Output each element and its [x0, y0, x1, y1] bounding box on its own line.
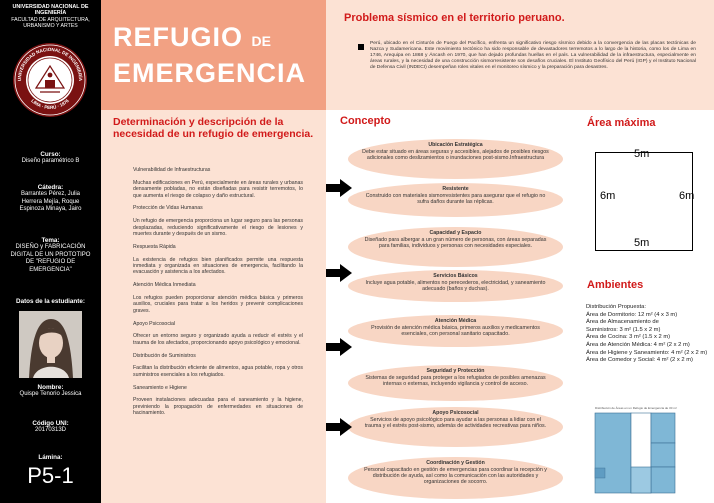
- topic-block: Tema: DISEÑO y FABRICACIÓN DIGITAL DE UN PROTOTIPO DE "REFUGIO DE EMERGENCIA": [10, 237, 91, 273]
- sheet-number: P5-1: [27, 463, 74, 488]
- concept-item: Capacidad y Espacio Diseñado para albergar a un gran número de personas, con áreas separadas para familias, individuos y personas con necesidades especiales.: [348, 227, 563, 267]
- arrow-right-icon: [326, 338, 352, 356]
- dim-right: 6m: [679, 190, 695, 202]
- need-body: Vulnerabilidad de Infraestructuras Muchas edificaciones en Perú, especialmente en áreas rurales y urbanas densamente pobladas, no están diseñadas para resistir terremotos, lo que aumenta el riesgo de colapso y daño estructural. Protección de Vidas Humanas Un refugio de emergencia proporciona un lugar seguro para las personas desplazadas, reduciendo significativamente el riesgo de lesiones y muertes durante y después de un sismo. Respuesta Rápida La existencia de refugios bien planificados permite una respuesta inmediata y organizada en situaciones de emergencia, facilitando la evacuación y asistencia a los afectados. Atención Médica Inmediata Los refugios pueden proporcionar atención médica básica y primeros auxilios, cruciales para tratar a los heridos y prevenir complicaciones graves. Apoyo Psicosocial Ofrecer un entorno seguro y organizado ayuda a reducir el estrés y el trauma de los afectados, proporcionando apoyo psicológico y emocional. Distribución de Suministros Facilitan la distribución eficiente de alimentos, agua potable, ropa y otros suministros esenciales a los refugiados. Saneamiento e Higiene Proveen instalaciones adecuadas para el saneamiento y la higiene, previniendo la propagación de enfermedades en situaciones de hacinamiento.: [133, 167, 303, 417]
- concept-section: [326, 110, 571, 503]
- code-block: Código UNI: 20170313D: [32, 420, 69, 434]
- dim-left: 6m: [600, 190, 616, 202]
- dim-top: 5m: [634, 148, 650, 160]
- need-section: [101, 110, 326, 503]
- ambientes-list: Distribución Propuesta: Área de Dormitorio: 12 m² (4 x 3 m) Área de Almacenamiento de Suministros: 3 m² (1.5 x 2 m) Área de Cocina: 3 m² (1.5 x 2 m) Área de Atención Médica: 4 m² (2 x 2 m) Área de Higiene y Saneamiento: 4 m² (2 x 2 m) Área de Comedor y Social: 4 m² (2 x 2 m): [586, 304, 708, 364]
- concept-item: Resistente Construido con materiales sismorresistentes para asegurar que el refugio no sufra daños durante las réplicas.: [348, 183, 563, 217]
- area-section: [571, 110, 714, 503]
- arrow-right-icon: [326, 418, 352, 436]
- name-block: Nombre: Quispe Tenorio Jessica: [19, 384, 82, 398]
- student-photo: [19, 311, 82, 378]
- need-heading: Determinación y descripción de la necesidad de un refugio de emergencia.: [113, 116, 314, 140]
- concept-item: Coordinación y Gestión Personal capacitado en gestión de emergencias para coordinar la recepción y distribución de ayuda, así como la comunicación con las autoridades y organizaciones de socorro.: [348, 457, 563, 499]
- university-seal-logo: [12, 42, 88, 118]
- course-block: Curso: Diseño paramétrico B: [21, 151, 80, 165]
- svg-text:UNIVERSIDAD NACIONAL DE INGENI: UNIVERSIDAD NACIONAL DE INGENIERÍA: [16, 46, 84, 82]
- problem-heading: Problema sísmico en el territorio peruano.: [344, 12, 565, 24]
- concept-item: Seguridad y Protección Sistemas de seguridad para proteger a los refugiados de posibles amenazas internas o externas, incluyendo vigilancia y control de acceso.: [348, 365, 563, 401]
- plan-caption: Distribución de Áreas en un Refugio de Emergencia de 30 m²: [595, 406, 677, 410]
- concept-item: Servicios Básicos Incluye agua potable, alimentos no perecederos, electricidad, y saneamiento adecuado (baños y duchas).: [348, 270, 563, 302]
- svg-text:LIMA · PERÚ · 1876: LIMA · PERÚ · 1876: [30, 98, 70, 111]
- chair-block: Cátedra: Barrantes Pérez, Julia Herrera Mejía, Roque Espinoza Minaya, Jairo: [19, 184, 82, 213]
- dim-bottom: 5m: [634, 237, 650, 249]
- arrow-right-icon: [326, 179, 352, 197]
- university-name: UNIVERSIDAD NACIONAL DE INGENIERÍA FACULTAD DE ARQUITECTURA, URBANISMO Y ARTES: [11, 4, 90, 30]
- concept-item: Ubicación Estratégica Debe estar situado en áreas seguras y accesibles, alejados de posibles riesgos adicionales como deslizamientos o inundaciones post-sismo.Infraestructura: [348, 139, 563, 179]
- concept-item: Apoyo Psicosocial Servicios de apoyo psicológico para ayudar a las personas a lidiar con el trauma y el estrés post-sismo, además de actividades recreativas para niños.: [348, 407, 563, 447]
- concept-heading: Concepto: [340, 115, 391, 127]
- sidebar: [0, 0, 101, 503]
- title-header: [101, 0, 326, 110]
- sheet-label: Lámina:: [38, 454, 63, 461]
- problem-text: Perú, ubicado en el Cinturón de Fuego del Pacífico, enfrenta un significativo riesgo sísmico debido a la convergencia de las placas tectónicas de Nazca y Sudamericana. Este movimiento tectónico ha sido responsable de devastadores terremotos a lo largo de la historia, como los de Lima en 1746, Arequipa en 1868 y Áncash en 1970, que han dejado profundas huellas en el país. La vulnerabilidad de la infraestructura, especialmente en áreas rurales, y la necesidad de una construcción sismorresistente son desafíos cruciales. El Instituto Geofísico del Perú (IGP) y el Instituto Nacional de Defensa Civil (INDECI) desempeñan roles vitales en el monitoreo sísmico y la preparación para desastres.: [370, 41, 696, 71]
- bullet-icon: [358, 44, 364, 50]
- concept-item: Atención Médica Provisión de atención médica básica, primeros auxilios y medicamentos esenciales, con personal sanitario capacitado.: [348, 315, 563, 347]
- problem-section: [326, 0, 714, 110]
- arrow-right-icon: [326, 264, 352, 282]
- student-data-heading: Datos de la estudiante:: [16, 298, 85, 305]
- page-title: REFUGIO DE EMERGENCIA: [113, 22, 307, 88]
- area-heading: Área máxima: [587, 117, 656, 129]
- ambientes-heading: Ambientes: [587, 279, 644, 291]
- floor-plan-diagram: [594, 412, 689, 494]
